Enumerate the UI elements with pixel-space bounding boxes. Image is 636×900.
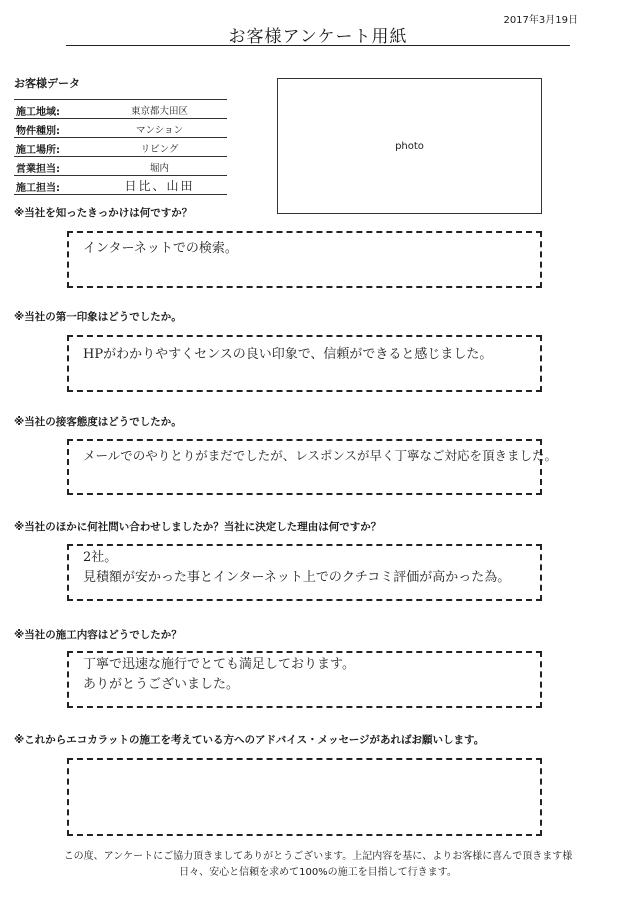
- answer-line: メールでのやりとりがまだでしたが、レスポンスが早く丁寧なご対応を頂きました。: [83, 448, 558, 463]
- page-title: お客様アンケート用紙: [228, 27, 408, 47]
- info-value-handwritten: 日比、山田: [124, 179, 195, 193]
- closing-message-line-1: この度、アンケートにご協力頂きましてありがとうございます。上記内容を基に、よりお客様に喜んで頂きます様: [63, 851, 573, 862]
- survey-date: 2017年3月19日: [503, 15, 578, 26]
- info-row-installer: [14, 176, 227, 195]
- info-row-property-type: [14, 119, 227, 138]
- answer-line: ありがとうございました。: [83, 677, 240, 692]
- question-3: ※当社の接客態度はどうでしたか。: [14, 416, 182, 428]
- info-label: 施工担当:: [16, 183, 60, 194]
- question-6: ※これからエコカラットの施工を考えている方へのアドバイス・メッセージがあればお願いします。: [14, 734, 485, 746]
- info-row-location: [14, 138, 227, 157]
- info-label: 施工地域:: [16, 107, 60, 118]
- info-row-sales-rep: [14, 157, 227, 176]
- answer-line: 2社。: [83, 550, 118, 565]
- info-label: 営業担当:: [16, 164, 60, 175]
- info-value: リビング: [140, 144, 179, 155]
- customer-info-table: [14, 99, 227, 195]
- info-value: 東京都大田区: [130, 106, 188, 117]
- question-1: ※当社を知ったきっかけは何ですか？: [14, 207, 193, 219]
- answer-box-2: [67, 335, 542, 392]
- answer-line: 見積額が安かった事とインターネット上でのクチコミ評価が高かった為。: [83, 570, 511, 585]
- closing-message-line-2: 日々、安心と信頼を求めて100%の施工を目指して行きます。: [179, 867, 457, 878]
- title-underline: [66, 45, 570, 46]
- question-5: ※当社の施工内容はどうでしたか？: [14, 629, 182, 641]
- info-value: 堀内: [149, 163, 169, 174]
- answer-line: HPがわかりやすくセンスの良い印象で、信頼ができると感じました。: [83, 347, 493, 362]
- answer-box-1: [67, 231, 542, 288]
- answer-box-4: [67, 544, 542, 601]
- question-2: ※当社の第一印象はどうでしたか。: [14, 311, 182, 323]
- info-value: マンション: [135, 125, 184, 136]
- question-4: ※当社のほかに何社問い合わせしましたか？当社に決定した理由は何ですか？: [14, 521, 382, 533]
- info-label: 物件種別:: [16, 126, 60, 137]
- answer-box-6: [67, 758, 542, 836]
- answer-box-5: [67, 651, 542, 708]
- answer-line: 丁寧で迅速な施行でとても満足しております。: [83, 657, 355, 672]
- photo-placeholder: [277, 78, 542, 214]
- photo-label: photo: [395, 141, 424, 152]
- answer-box-3: [67, 439, 558, 495]
- info-label: 施工場所:: [16, 145, 60, 156]
- customer-data-heading: お客様データ: [14, 77, 80, 90]
- info-row-area: [14, 99, 227, 119]
- answer-line: インターネットでの検索。: [83, 241, 238, 256]
